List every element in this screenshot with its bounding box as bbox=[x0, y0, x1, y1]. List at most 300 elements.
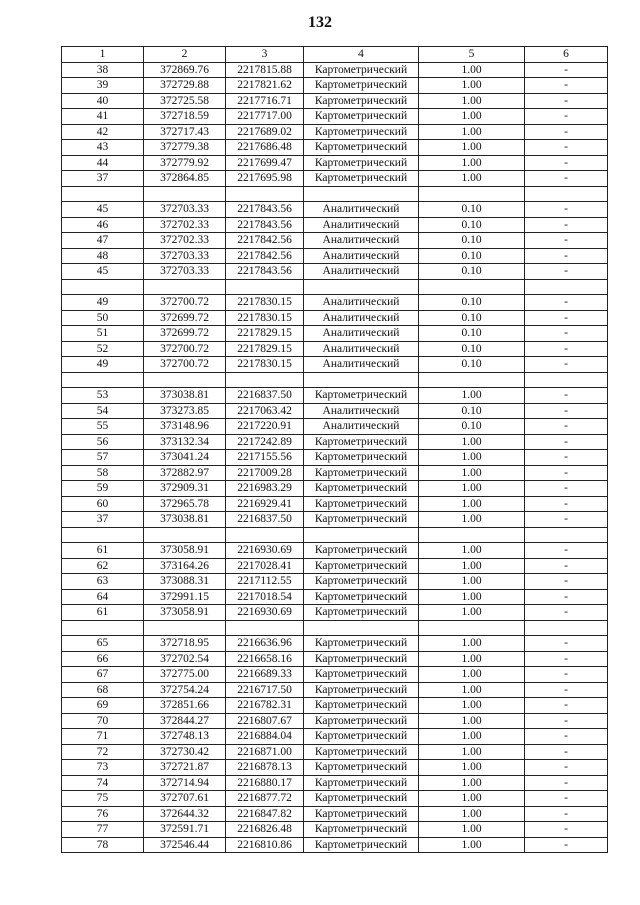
table-cell: 1.00 bbox=[419, 682, 525, 698]
table-cell: - bbox=[525, 822, 608, 838]
table-cell: 1.00 bbox=[419, 822, 525, 838]
table-cell: Картометрический bbox=[304, 450, 419, 466]
table-cell: Аналитический bbox=[304, 264, 419, 280]
table-cell: 74 bbox=[62, 775, 144, 791]
table-cell: 77 bbox=[62, 822, 144, 838]
table-cell: Картометрический bbox=[304, 155, 419, 171]
table-cell: Аналитический bbox=[304, 248, 419, 264]
table-cell: 372991.15 bbox=[144, 589, 226, 605]
table-cell: 1.00 bbox=[419, 589, 525, 605]
table-cell: - bbox=[525, 837, 608, 853]
table-cell: 46 bbox=[62, 217, 144, 233]
table-cell: 42 bbox=[62, 124, 144, 140]
table-cell: 58 bbox=[62, 465, 144, 481]
table-cell: 2217018.54 bbox=[226, 589, 304, 605]
table-cell: Картометрический bbox=[304, 109, 419, 125]
table-cell: 48 bbox=[62, 248, 144, 264]
table-cell: 373164.26 bbox=[144, 558, 226, 574]
table-cell: Картометрический bbox=[304, 496, 419, 512]
table-row bbox=[62, 434, 608, 450]
table-cell: - bbox=[525, 543, 608, 559]
table-cell: Картометрический bbox=[304, 543, 419, 559]
table-cell: Картометрический bbox=[304, 605, 419, 621]
table-cell: 2217830.15 bbox=[226, 295, 304, 311]
table-cell: - bbox=[525, 295, 608, 311]
column-header: 1 bbox=[62, 47, 144, 63]
table-cell: 2216658.16 bbox=[226, 651, 304, 667]
table-row bbox=[62, 233, 608, 249]
table-cell: - bbox=[525, 744, 608, 760]
table-cell: 372864.85 bbox=[144, 171, 226, 187]
table-cell: Аналитический bbox=[304, 403, 419, 419]
table-cell: 67 bbox=[62, 667, 144, 683]
table-cell: 372702.33 bbox=[144, 233, 226, 249]
table-cell: - bbox=[525, 248, 608, 264]
table-cell: 1.00 bbox=[419, 450, 525, 466]
table-cell: Аналитический bbox=[304, 357, 419, 373]
table-cell: - bbox=[525, 760, 608, 776]
table-cell: Картометрический bbox=[304, 651, 419, 667]
table-cell: 372775.00 bbox=[144, 667, 226, 683]
table-cell: - bbox=[525, 202, 608, 218]
table-cell: 1.00 bbox=[419, 93, 525, 109]
table-cell: 1.00 bbox=[419, 760, 525, 776]
table-cell: 372851.66 bbox=[144, 698, 226, 714]
table-cell: 2217699.47 bbox=[226, 155, 304, 171]
table-cell: - bbox=[525, 140, 608, 156]
table-cell bbox=[144, 279, 226, 295]
table-row bbox=[62, 806, 608, 822]
table-cell: - bbox=[525, 450, 608, 466]
table-cell bbox=[144, 527, 226, 543]
table-cell: 1.00 bbox=[419, 574, 525, 590]
table-cell: Аналитический bbox=[304, 310, 419, 326]
table-cell: - bbox=[525, 403, 608, 419]
table-cell: Картометрический bbox=[304, 574, 419, 590]
table-row bbox=[62, 279, 608, 295]
table-cell: 2216837.50 bbox=[226, 388, 304, 404]
table-cell: - bbox=[525, 93, 608, 109]
table-cell: 372700.72 bbox=[144, 357, 226, 373]
table-cell: 372754.24 bbox=[144, 682, 226, 698]
table-row bbox=[62, 698, 608, 714]
table-cell: 61 bbox=[62, 605, 144, 621]
table-cell: Картометрический bbox=[304, 512, 419, 528]
table-cell: Картометрический bbox=[304, 822, 419, 838]
table-row bbox=[62, 527, 608, 543]
table-cell: - bbox=[525, 574, 608, 590]
table-row bbox=[62, 171, 608, 187]
table-cell: 49 bbox=[62, 295, 144, 311]
table-cell: Аналитический bbox=[304, 295, 419, 311]
table-cell: 2217830.15 bbox=[226, 357, 304, 373]
table-cell: 2217829.15 bbox=[226, 326, 304, 342]
table-cell: 372703.33 bbox=[144, 264, 226, 280]
table-cell bbox=[419, 279, 525, 295]
table-cell bbox=[62, 279, 144, 295]
table-cell: 65 bbox=[62, 636, 144, 652]
table-cell: Аналитический bbox=[304, 202, 419, 218]
table-cell: 1.00 bbox=[419, 744, 525, 760]
table-cell: 2216689.33 bbox=[226, 667, 304, 683]
table-cell: - bbox=[525, 109, 608, 125]
table-cell: 372729.88 bbox=[144, 78, 226, 94]
table-cell: - bbox=[525, 62, 608, 78]
table-cell: Картометрический bbox=[304, 760, 419, 776]
table-cell: 1.00 bbox=[419, 543, 525, 559]
table-row bbox=[62, 512, 608, 528]
table-cell: 2216880.17 bbox=[226, 775, 304, 791]
table-cell: Картометрический bbox=[304, 698, 419, 714]
table-cell: - bbox=[525, 171, 608, 187]
table-cell: 0.10 bbox=[419, 202, 525, 218]
table-cell: 372700.72 bbox=[144, 295, 226, 311]
table-cell: - bbox=[525, 388, 608, 404]
table-cell: 1.00 bbox=[419, 698, 525, 714]
table-cell bbox=[144, 186, 226, 202]
table-cell: 372703.33 bbox=[144, 248, 226, 264]
table-cell: 2216871.00 bbox=[226, 744, 304, 760]
table-cell: Картометрический bbox=[304, 713, 419, 729]
table-row bbox=[62, 760, 608, 776]
table-cell: 2217843.56 bbox=[226, 217, 304, 233]
table-cell: 2216884.04 bbox=[226, 729, 304, 745]
table-cell: 51 bbox=[62, 326, 144, 342]
table-cell: 2216807.67 bbox=[226, 713, 304, 729]
table-cell: 2217716.71 bbox=[226, 93, 304, 109]
table-row bbox=[62, 403, 608, 419]
table-row bbox=[62, 62, 608, 78]
table-cell: 1.00 bbox=[419, 605, 525, 621]
table-row bbox=[62, 682, 608, 698]
table-cell bbox=[62, 372, 144, 388]
table-cell: 372702.54 bbox=[144, 651, 226, 667]
table-cell bbox=[62, 186, 144, 202]
table-cell: 372909.31 bbox=[144, 481, 226, 497]
table-cell: 0.10 bbox=[419, 403, 525, 419]
column-header: 3 bbox=[226, 47, 304, 63]
table-cell: 53 bbox=[62, 388, 144, 404]
table-cell: 1.00 bbox=[419, 713, 525, 729]
table-body bbox=[62, 62, 608, 853]
table-row bbox=[62, 543, 608, 559]
table-cell: - bbox=[525, 636, 608, 652]
table-cell: 2216810.86 bbox=[226, 837, 304, 853]
table-cell: - bbox=[525, 496, 608, 512]
table-cell: - bbox=[525, 806, 608, 822]
table-cell: Картометрический bbox=[304, 636, 419, 652]
table-row bbox=[62, 388, 608, 404]
table-cell: Картометрический bbox=[304, 465, 419, 481]
table-cell: - bbox=[525, 698, 608, 714]
table-cell: 47 bbox=[62, 233, 144, 249]
table-cell: 0.10 bbox=[419, 295, 525, 311]
table-cell bbox=[304, 372, 419, 388]
table-cell: 1.00 bbox=[419, 124, 525, 140]
table-cell: 372546.44 bbox=[144, 837, 226, 853]
table-cell: 1.00 bbox=[419, 558, 525, 574]
table-cell: 372725.58 bbox=[144, 93, 226, 109]
table-cell: 373148.96 bbox=[144, 419, 226, 435]
table-row bbox=[62, 667, 608, 683]
table-cell: Картометрический bbox=[304, 124, 419, 140]
table-cell: 2216847.82 bbox=[226, 806, 304, 822]
table-cell: 372644.32 bbox=[144, 806, 226, 822]
table-cell: - bbox=[525, 667, 608, 683]
table-cell bbox=[62, 620, 144, 636]
table-cell: 1.00 bbox=[419, 434, 525, 450]
table-cell: 2217689.02 bbox=[226, 124, 304, 140]
table-cell: 2216930.69 bbox=[226, 605, 304, 621]
table-cell: 2217829.15 bbox=[226, 341, 304, 357]
table-cell: 45 bbox=[62, 202, 144, 218]
table-cell: 59 bbox=[62, 481, 144, 497]
table-cell: 1.00 bbox=[419, 481, 525, 497]
table-cell: 0.10 bbox=[419, 233, 525, 249]
table-cell: 373058.91 bbox=[144, 543, 226, 559]
table-cell: 61 bbox=[62, 543, 144, 559]
table-cell: 0.10 bbox=[419, 341, 525, 357]
table-header bbox=[62, 47, 608, 63]
table-cell bbox=[62, 527, 144, 543]
table-cell: Картометрический bbox=[304, 171, 419, 187]
table-cell: 372844.27 bbox=[144, 713, 226, 729]
table-cell: Картометрический bbox=[304, 388, 419, 404]
table-cell: - bbox=[525, 512, 608, 528]
table-cell: - bbox=[525, 605, 608, 621]
table-cell: 1.00 bbox=[419, 388, 525, 404]
table-cell: - bbox=[525, 713, 608, 729]
table-cell: 373058.91 bbox=[144, 605, 226, 621]
table-cell: 372882.97 bbox=[144, 465, 226, 481]
table-row bbox=[62, 419, 608, 435]
table-cell: 373041.24 bbox=[144, 450, 226, 466]
table-cell: 49 bbox=[62, 357, 144, 373]
table-cell: 2217686.48 bbox=[226, 140, 304, 156]
table-cell: 1.00 bbox=[419, 512, 525, 528]
table-cell: - bbox=[525, 558, 608, 574]
table-cell: Картометрический bbox=[304, 589, 419, 605]
table-cell: - bbox=[525, 78, 608, 94]
table-cell: - bbox=[525, 434, 608, 450]
table-cell: 372703.33 bbox=[144, 202, 226, 218]
table-cell: 2216826.48 bbox=[226, 822, 304, 838]
table-row bbox=[62, 775, 608, 791]
table-row bbox=[62, 109, 608, 125]
table-cell: - bbox=[525, 465, 608, 481]
table-cell: 2216877.72 bbox=[226, 791, 304, 807]
table-cell: 37 bbox=[62, 512, 144, 528]
table-cell: 2217843.56 bbox=[226, 264, 304, 280]
table-cell: 44 bbox=[62, 155, 144, 171]
table-cell: 1.00 bbox=[419, 140, 525, 156]
table-cell: 373038.81 bbox=[144, 388, 226, 404]
table-cell: 2217695.98 bbox=[226, 171, 304, 187]
table-cell: Картометрический bbox=[304, 744, 419, 760]
table-cell: 1.00 bbox=[419, 496, 525, 512]
table-row bbox=[62, 558, 608, 574]
table-cell: 0.10 bbox=[419, 217, 525, 233]
column-header: 5 bbox=[419, 47, 525, 63]
table-cell: - bbox=[525, 326, 608, 342]
table-cell: 2216782.31 bbox=[226, 698, 304, 714]
table-row bbox=[62, 264, 608, 280]
table-cell: Картометрический bbox=[304, 78, 419, 94]
table-cell bbox=[144, 620, 226, 636]
table-cell bbox=[419, 372, 525, 388]
table-cell: 70 bbox=[62, 713, 144, 729]
table-cell: 1.00 bbox=[419, 109, 525, 125]
table-cell: 45 bbox=[62, 264, 144, 280]
table-cell: - bbox=[525, 682, 608, 698]
table-cell: 2217815.88 bbox=[226, 62, 304, 78]
table-cell: - bbox=[525, 775, 608, 791]
table-cell: 1.00 bbox=[419, 636, 525, 652]
table-cell: Картометрический bbox=[304, 682, 419, 698]
table-row bbox=[62, 295, 608, 311]
table-row bbox=[62, 155, 608, 171]
table-cell: 372714.94 bbox=[144, 775, 226, 791]
table-cell: 372718.59 bbox=[144, 109, 226, 125]
table-row bbox=[62, 310, 608, 326]
table-row bbox=[62, 620, 608, 636]
table-cell: - bbox=[525, 419, 608, 435]
table-cell bbox=[144, 372, 226, 388]
table-cell: 56 bbox=[62, 434, 144, 450]
table-cell: 37 bbox=[62, 171, 144, 187]
table-cell: 372730.42 bbox=[144, 744, 226, 760]
table-row bbox=[62, 713, 608, 729]
table-cell: 372965.78 bbox=[144, 496, 226, 512]
table-cell: 372721.87 bbox=[144, 760, 226, 776]
table-cell: 372779.38 bbox=[144, 140, 226, 156]
table-cell: 0.10 bbox=[419, 326, 525, 342]
table-cell: 62 bbox=[62, 558, 144, 574]
table-cell: 2217717.00 bbox=[226, 109, 304, 125]
table-row bbox=[62, 605, 608, 621]
table-cell: 75 bbox=[62, 791, 144, 807]
table-cell bbox=[304, 279, 419, 295]
table-row bbox=[62, 78, 608, 94]
table-cell: 39 bbox=[62, 78, 144, 94]
table-cell: - bbox=[525, 589, 608, 605]
table-cell: - bbox=[525, 217, 608, 233]
table-cell: 1.00 bbox=[419, 171, 525, 187]
table-cell: 372748.13 bbox=[144, 729, 226, 745]
table-cell: 60 bbox=[62, 496, 144, 512]
table-row bbox=[62, 140, 608, 156]
table-cell: 1.00 bbox=[419, 465, 525, 481]
table-row bbox=[62, 341, 608, 357]
table-cell: 2217842.56 bbox=[226, 248, 304, 264]
table-cell bbox=[419, 527, 525, 543]
table-cell: 2217843.56 bbox=[226, 202, 304, 218]
table-cell bbox=[304, 527, 419, 543]
table-cell bbox=[304, 620, 419, 636]
table-row bbox=[62, 636, 608, 652]
table-cell: 1.00 bbox=[419, 775, 525, 791]
table-cell: 71 bbox=[62, 729, 144, 745]
table-cell: 372591.71 bbox=[144, 822, 226, 838]
table-cell: Аналитический bbox=[304, 419, 419, 435]
table-cell: 2217063.42 bbox=[226, 403, 304, 419]
table-cell: 2217220.91 bbox=[226, 419, 304, 435]
table-cell: 2217155.56 bbox=[226, 450, 304, 466]
table-cell: 52 bbox=[62, 341, 144, 357]
table-cell: - bbox=[525, 791, 608, 807]
table-cell: 372707.61 bbox=[144, 791, 226, 807]
table-cell: 57 bbox=[62, 450, 144, 466]
table-cell: - bbox=[525, 729, 608, 745]
table-cell bbox=[304, 186, 419, 202]
table-row bbox=[62, 186, 608, 202]
table-cell: - bbox=[525, 233, 608, 249]
table-cell bbox=[525, 620, 608, 636]
table-cell: 2216929.41 bbox=[226, 496, 304, 512]
table-cell bbox=[419, 186, 525, 202]
column-header: 2 bbox=[144, 47, 226, 63]
table-cell: 1.00 bbox=[419, 837, 525, 853]
table-row bbox=[62, 326, 608, 342]
column-header: 4 bbox=[304, 47, 419, 63]
table-row bbox=[62, 481, 608, 497]
table-cell bbox=[226, 279, 304, 295]
table-cell: 72 bbox=[62, 744, 144, 760]
table-cell: 1.00 bbox=[419, 62, 525, 78]
table-cell: Аналитический bbox=[304, 233, 419, 249]
table-cell: 66 bbox=[62, 651, 144, 667]
table-cell: 68 bbox=[62, 682, 144, 698]
table-cell: 1.00 bbox=[419, 806, 525, 822]
table-cell: Аналитический bbox=[304, 217, 419, 233]
table-cell: 0.10 bbox=[419, 357, 525, 373]
table-cell: - bbox=[525, 155, 608, 171]
table-cell: Картометрический bbox=[304, 62, 419, 78]
table-cell: Картометрический bbox=[304, 434, 419, 450]
table-cell: 1.00 bbox=[419, 155, 525, 171]
table-cell: - bbox=[525, 481, 608, 497]
table-cell: Картометрический bbox=[304, 481, 419, 497]
table-cell: 1.00 bbox=[419, 791, 525, 807]
table-cell: - bbox=[525, 341, 608, 357]
table-cell bbox=[226, 372, 304, 388]
table-cell: 2217028.41 bbox=[226, 558, 304, 574]
table-cell: Картометрический bbox=[304, 837, 419, 853]
column-header: 6 bbox=[525, 47, 608, 63]
table-cell: Картометрический bbox=[304, 791, 419, 807]
table-cell bbox=[226, 527, 304, 543]
table-cell: 1.00 bbox=[419, 78, 525, 94]
table-cell: 0.10 bbox=[419, 248, 525, 264]
table-cell bbox=[419, 620, 525, 636]
table-cell: 69 bbox=[62, 698, 144, 714]
table-cell: Картометрический bbox=[304, 667, 419, 683]
table-cell: 2216717.50 bbox=[226, 682, 304, 698]
table-cell: 50 bbox=[62, 310, 144, 326]
table-cell: 54 bbox=[62, 403, 144, 419]
table-cell: 2216837.50 bbox=[226, 512, 304, 528]
table-cell: Картометрический bbox=[304, 558, 419, 574]
table-row bbox=[62, 729, 608, 745]
table-row bbox=[62, 372, 608, 388]
table-row bbox=[62, 791, 608, 807]
table-row bbox=[62, 202, 608, 218]
table-cell bbox=[226, 186, 304, 202]
table-cell: 372699.72 bbox=[144, 310, 226, 326]
table-cell: 373088.31 bbox=[144, 574, 226, 590]
table-cell: - bbox=[525, 124, 608, 140]
table-row bbox=[62, 574, 608, 590]
